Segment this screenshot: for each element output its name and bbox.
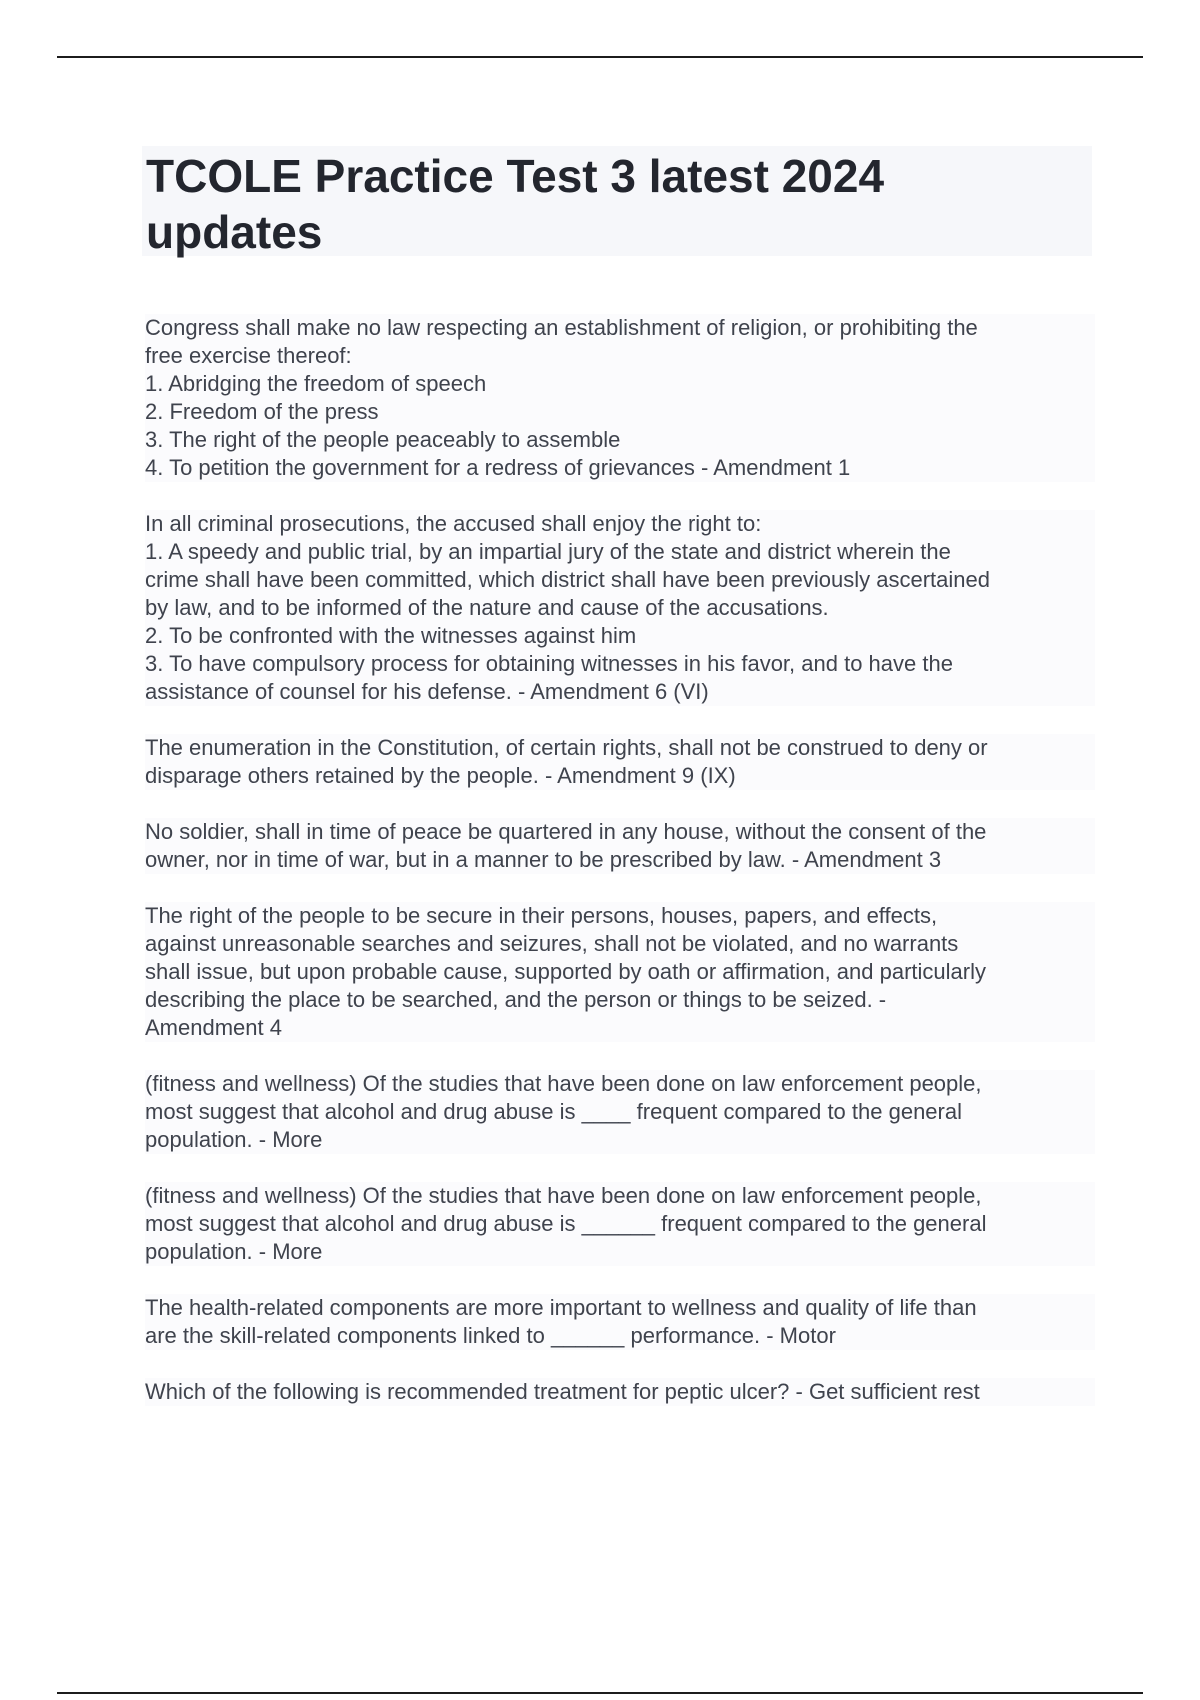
card-line: (fitness and wellness) Of the studies that have been done on law enforcement people, bbox=[145, 1071, 982, 1096]
card-line: owner, nor in time of war, but in a manner to be prescribed by law. - Amendment 3 bbox=[145, 847, 942, 872]
flashcard bbox=[145, 818, 1095, 874]
flashcard bbox=[145, 1182, 1095, 1266]
flashcard bbox=[145, 1070, 1095, 1154]
card-line: In all criminal prosecutions, the accused shall enjoy the right to: bbox=[145, 511, 762, 536]
card-line: Amendment 4 bbox=[145, 1015, 282, 1040]
card-line: No soldier, shall in time of peace be quartered in any house, without the consent of the bbox=[145, 819, 987, 844]
flashcard bbox=[145, 1294, 1095, 1350]
card-line: 1. Abridging the freedom of speech bbox=[145, 371, 487, 396]
card-line: Congress shall make no law respecting an establishment of religion, or prohibiting the bbox=[145, 315, 978, 340]
flashcard bbox=[145, 734, 1095, 790]
bottom-rule bbox=[57, 1692, 1143, 1694]
title-line-1: TCOLE Practice Test 3 latest 2024 bbox=[146, 150, 885, 202]
flashcard bbox=[145, 902, 1095, 1042]
flashcard bbox=[145, 314, 1095, 482]
card-line: assistance of counsel for his defense. - Amendment 6 (VI) bbox=[145, 679, 709, 704]
card-line: The health-related components are more important to wellness and quality of life than bbox=[145, 1295, 977, 1320]
card-line: 3. To have compulsory process for obtaining witnesses in his favor, and to have the bbox=[145, 651, 953, 676]
top-rule bbox=[57, 56, 1143, 58]
page-title bbox=[146, 148, 1046, 260]
card-line: most suggest that alcohol and drug abuse is ____ frequent compared to the general bbox=[145, 1099, 962, 1124]
flashcard-list bbox=[145, 314, 1095, 1434]
card-line: 4. To petition the government for a redress of grievances - Amendment 1 bbox=[145, 455, 851, 480]
card-line: free exercise thereof: bbox=[145, 343, 352, 368]
card-line: 2. Freedom of the press bbox=[145, 399, 379, 424]
card-line: shall issue, but upon probable cause, supported by oath or affirmation, and particularly bbox=[145, 959, 986, 984]
card-line: most suggest that alcohol and drug abuse is ______ frequent compared to the general bbox=[145, 1211, 987, 1236]
card-line: disparage others retained by the people. - Amendment 9 (IX) bbox=[145, 763, 736, 788]
card-line: The enumeration in the Constitution, of certain rights, shall not be construed to deny or bbox=[145, 735, 988, 760]
card-line: 3. The right of the people peaceably to assemble bbox=[145, 427, 621, 452]
card-line: population. - More bbox=[145, 1239, 323, 1264]
card-line: population. - More bbox=[145, 1127, 323, 1152]
card-line: are the skill-related components linked to ______ performance. - Motor bbox=[145, 1323, 836, 1348]
card-line: crime shall have been committed, which district shall have been previously ascertained bbox=[145, 567, 990, 592]
card-line: describing the place to be searched, and the person or things to be seized. - bbox=[145, 987, 887, 1012]
flashcard bbox=[145, 1378, 1095, 1406]
card-line: by law, and to be informed of the nature and cause of the accusations. bbox=[145, 595, 829, 620]
title-line-2: updates bbox=[146, 206, 323, 258]
card-line: against unreasonable searches and seizures, shall not be violated, and no warrants bbox=[145, 931, 959, 956]
card-line: 1. A speedy and public trial, by an impartial jury of the state and district wherein the bbox=[145, 539, 951, 564]
card-line: 2. To be confronted with the witnesses against him bbox=[145, 623, 637, 648]
card-line: The right of the people to be secure in their persons, houses, papers, and effects, bbox=[145, 903, 938, 928]
flashcard bbox=[145, 510, 1095, 706]
card-line: (fitness and wellness) Of the studies that have been done on law enforcement people, bbox=[145, 1183, 982, 1208]
card-line: Which of the following is recommended treatment for peptic ulcer? - Get sufficient rest bbox=[145, 1379, 980, 1404]
